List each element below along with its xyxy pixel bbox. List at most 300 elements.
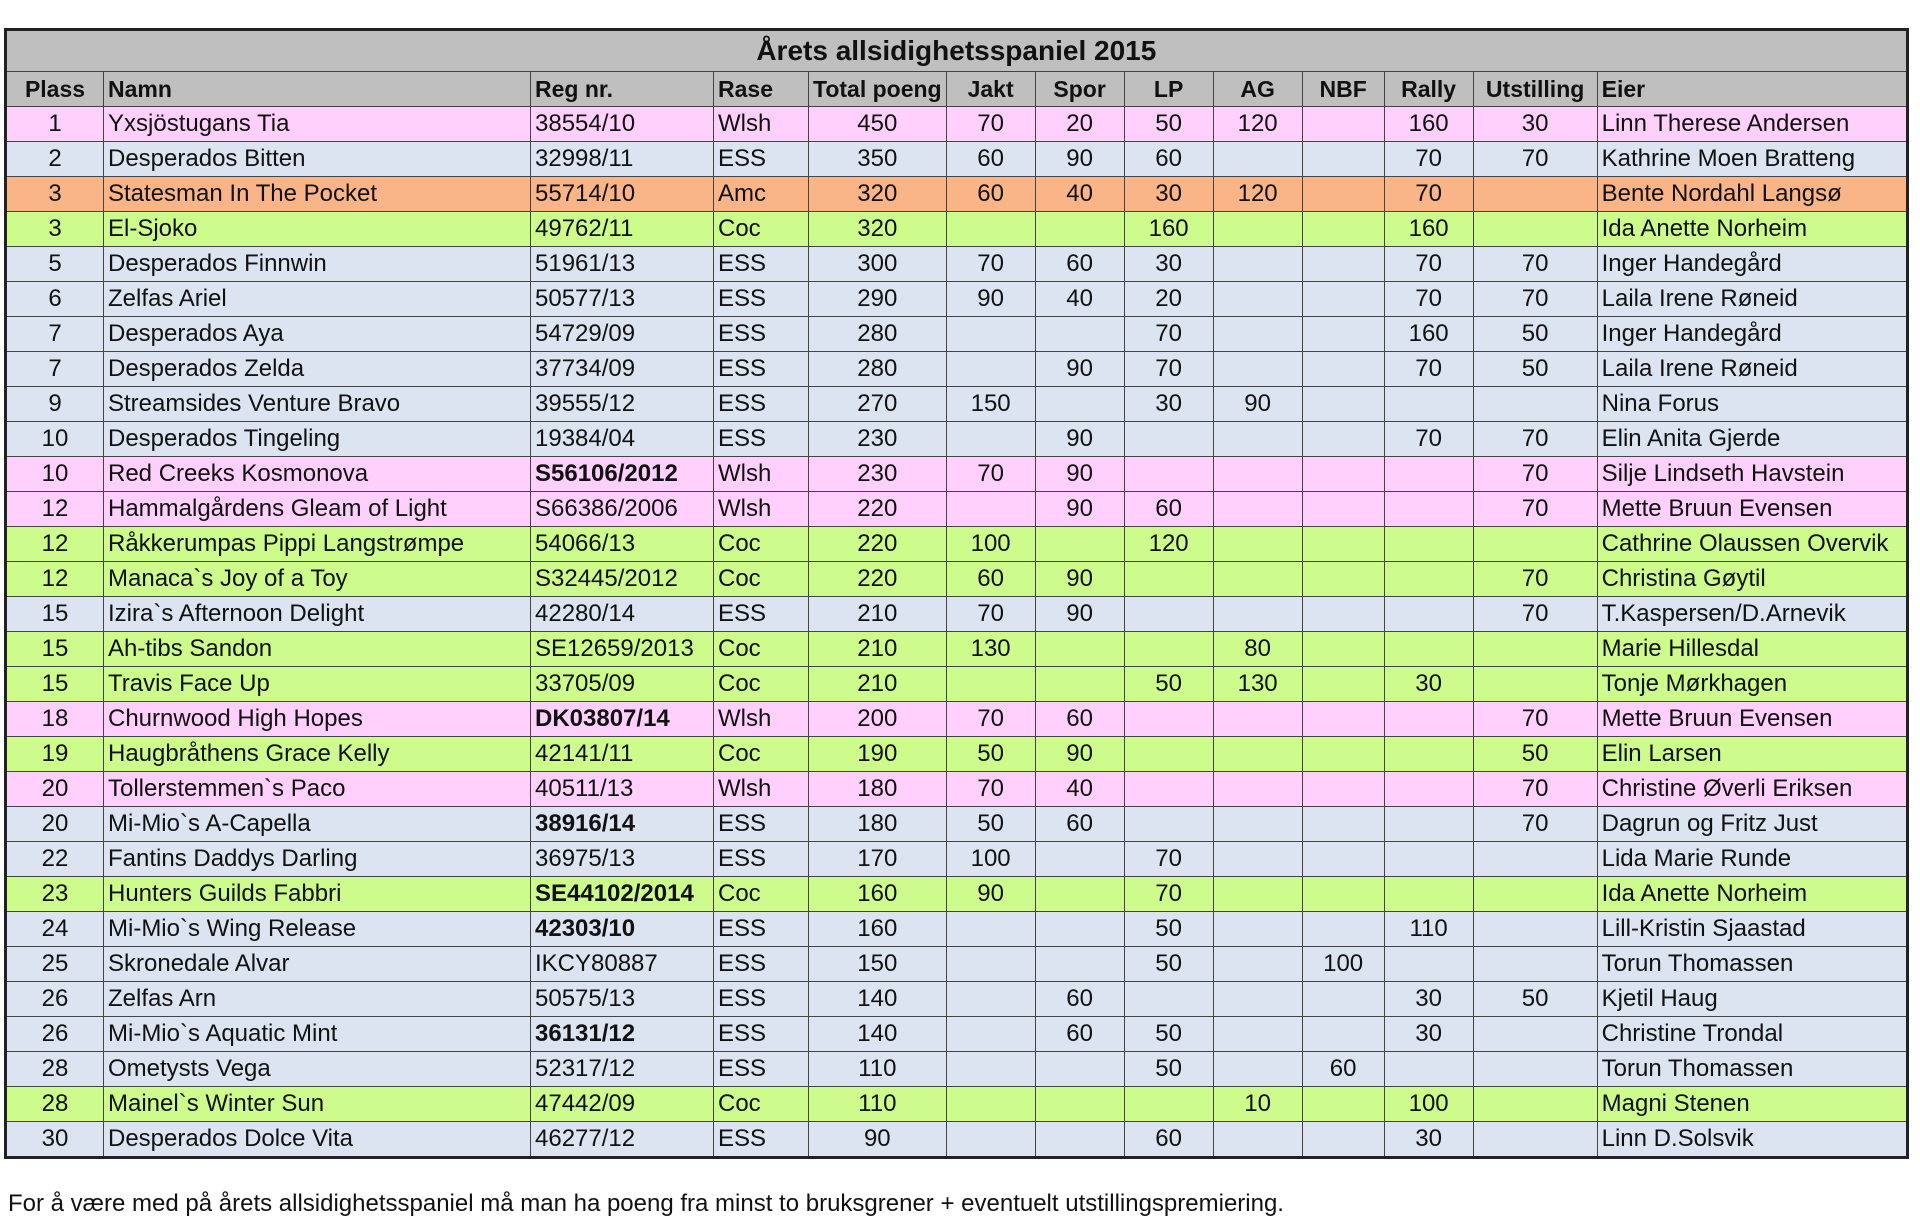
cell-rally: 110 [1384, 912, 1473, 947]
cell-plass: 26 [6, 982, 104, 1017]
cell-reg-nr: 39555/12 [531, 387, 714, 422]
cell-rase: Wlsh [714, 107, 809, 142]
cell-rally: 160 [1384, 317, 1473, 352]
header-plass: Plass [6, 72, 104, 107]
cell-utstilling: 70 [1473, 492, 1597, 527]
cell-lp: 30 [1124, 247, 1213, 282]
cell-ag [1213, 422, 1302, 457]
cell-rase: ESS [714, 842, 809, 877]
cell-jakt: 100 [946, 527, 1035, 562]
cell-ag: 90 [1213, 387, 1302, 422]
cell-reg-nr: 51961/13 [531, 247, 714, 282]
cell-nbf [1302, 737, 1384, 772]
cell-lp: 70 [1124, 352, 1213, 387]
cell-lp: 70 [1124, 317, 1213, 352]
header-eier: Eier [1597, 72, 1907, 107]
cell-ag [1213, 912, 1302, 947]
cell-reg-nr: 47442/09 [531, 1087, 714, 1122]
cell-total-poeng: 150 [809, 947, 947, 982]
cell-rally [1384, 702, 1473, 737]
cell-eier: Silje Lindseth Havstein [1597, 457, 1907, 492]
cell-ag [1213, 142, 1302, 177]
cell-eier: Elin Anita Gjerde [1597, 422, 1907, 457]
cell-plass: 30 [6, 1122, 104, 1158]
cell-total-poeng: 210 [809, 597, 947, 632]
cell-rase: Coc [714, 1087, 809, 1122]
cell-lp [1124, 1087, 1213, 1122]
cell-rase: Wlsh [714, 772, 809, 807]
cell-reg-nr: 42280/14 [531, 597, 714, 632]
cell-spor: 90 [1035, 492, 1124, 527]
cell-nbf [1302, 912, 1384, 947]
cell-total-poeng: 220 [809, 527, 947, 562]
cell-total-poeng: 280 [809, 317, 947, 352]
cell-namn: Manaca`s Joy of a Toy [104, 562, 531, 597]
cell-spor [1035, 912, 1124, 947]
cell-namn: El-Sjoko [104, 212, 531, 247]
cell-ag [1213, 492, 1302, 527]
cell-utstilling [1473, 947, 1597, 982]
cell-jakt [946, 947, 1035, 982]
cell-reg-nr: S56106/2012 [531, 457, 714, 492]
cell-ag [1213, 772, 1302, 807]
cell-plass: 28 [6, 1087, 104, 1122]
cell-namn: Red Creeks Kosmonova [104, 457, 531, 492]
cell-plass: 9 [6, 387, 104, 422]
cell-utstilling [1473, 632, 1597, 667]
cell-namn: Mi-Mio`s A-Capella [104, 807, 531, 842]
cell-ag [1213, 247, 1302, 282]
header-row [6, 72, 1908, 107]
cell-utstilling [1473, 877, 1597, 912]
cell-jakt: 150 [946, 387, 1035, 422]
cell-utstilling: 70 [1473, 247, 1597, 282]
cell-spor: 60 [1035, 982, 1124, 1017]
cell-ag [1213, 947, 1302, 982]
cell-namn: Desperados Bitten [104, 142, 531, 177]
cell-rally: 70 [1384, 247, 1473, 282]
cell-plass: 12 [6, 562, 104, 597]
cell-plass: 15 [6, 667, 104, 702]
cell-eier: Inger Handegård [1597, 247, 1907, 282]
cell-nbf [1302, 982, 1384, 1017]
cell-total-poeng: 320 [809, 212, 947, 247]
cell-plass: 23 [6, 877, 104, 912]
cell-utstilling [1473, 1052, 1597, 1087]
cell-utstilling [1473, 387, 1597, 422]
cell-reg-nr: 55714/10 [531, 177, 714, 212]
table-row [6, 737, 1908, 772]
cell-spor: 90 [1035, 142, 1124, 177]
cell-reg-nr: 38916/14 [531, 807, 714, 842]
cell-nbf [1302, 422, 1384, 457]
cell-ag: 10 [1213, 1087, 1302, 1122]
table-row [6, 877, 1908, 912]
cell-ag [1213, 212, 1302, 247]
header-spor: Spor [1035, 72, 1124, 107]
cell-plass: 26 [6, 1017, 104, 1052]
cell-reg-nr: DK03807/14 [531, 702, 714, 737]
cell-rase: ESS [714, 317, 809, 352]
cell-eier: Bente Nordahl Langsø [1597, 177, 1907, 212]
cell-plass: 10 [6, 457, 104, 492]
cell-namn: Fantins Daddys Darling [104, 842, 531, 877]
cell-utstilling: 50 [1473, 737, 1597, 772]
cell-rally: 30 [1384, 1122, 1473, 1158]
cell-total-poeng: 220 [809, 492, 947, 527]
cell-jakt: 70 [946, 457, 1035, 492]
cell-rase: ESS [714, 1122, 809, 1158]
table-row [6, 457, 1908, 492]
cell-total-poeng: 230 [809, 457, 947, 492]
cell-spor: 90 [1035, 422, 1124, 457]
cell-ag [1213, 317, 1302, 352]
table-row [6, 107, 1908, 142]
cell-reg-nr: 38554/10 [531, 107, 714, 142]
cell-namn: Tollerstemmen`s Paco [104, 772, 531, 807]
cell-rally: 70 [1384, 422, 1473, 457]
cell-jakt: 70 [946, 107, 1035, 142]
cell-total-poeng: 220 [809, 562, 947, 597]
cell-total-poeng: 200 [809, 702, 947, 737]
cell-rally [1384, 877, 1473, 912]
cell-reg-nr: 36975/13 [531, 842, 714, 877]
cell-nbf [1302, 842, 1384, 877]
cell-spor: 60 [1035, 807, 1124, 842]
cell-utstilling: 70 [1473, 457, 1597, 492]
table-row [6, 1087, 1908, 1122]
cell-reg-nr: 33705/09 [531, 667, 714, 702]
cell-rally [1384, 632, 1473, 667]
cell-utstilling [1473, 1087, 1597, 1122]
cell-rase: Coc [714, 877, 809, 912]
cell-total-poeng: 290 [809, 282, 947, 317]
cell-lp: 20 [1124, 282, 1213, 317]
cell-rase: ESS [714, 142, 809, 177]
cell-reg-nr: SE44102/2014 [531, 877, 714, 912]
cell-lp [1124, 597, 1213, 632]
cell-spor [1035, 1052, 1124, 1087]
cell-ag [1213, 527, 1302, 562]
cell-namn: Desperados Dolce Vita [104, 1122, 531, 1158]
cell-lp: 50 [1124, 667, 1213, 702]
cell-rally: 70 [1384, 352, 1473, 387]
cell-ag [1213, 737, 1302, 772]
cell-eier: Elin Larsen [1597, 737, 1907, 772]
cell-plass: 18 [6, 702, 104, 737]
cell-jakt: 50 [946, 807, 1035, 842]
cell-nbf [1302, 212, 1384, 247]
cell-nbf [1302, 527, 1384, 562]
cell-total-poeng: 270 [809, 387, 947, 422]
cell-reg-nr: 46277/12 [531, 1122, 714, 1158]
cell-total-poeng: 350 [809, 142, 947, 177]
cell-rase: ESS [714, 597, 809, 632]
cell-lp: 50 [1124, 1017, 1213, 1052]
cell-eier: Tonje Mørkhagen [1597, 667, 1907, 702]
cell-rally [1384, 772, 1473, 807]
cell-spor [1035, 387, 1124, 422]
table-row [6, 492, 1908, 527]
cell-utstilling [1473, 527, 1597, 562]
table-title: Årets allsidighetsspaniel 2015 [6, 30, 1908, 72]
cell-reg-nr: 54066/13 [531, 527, 714, 562]
cell-reg-nr: 42141/11 [531, 737, 714, 772]
header-rase: Rase [714, 72, 809, 107]
cell-rally: 70 [1384, 282, 1473, 317]
cell-spor: 20 [1035, 107, 1124, 142]
cell-total-poeng: 230 [809, 422, 947, 457]
cell-spor [1035, 527, 1124, 562]
cell-namn: Hammalgårdens Gleam of Light [104, 492, 531, 527]
cell-ag [1213, 597, 1302, 632]
cell-total-poeng: 320 [809, 177, 947, 212]
cell-namn: Yxsjöstugans Tia [104, 107, 531, 142]
cell-spor [1035, 632, 1124, 667]
cell-lp [1124, 457, 1213, 492]
cell-plass: 19 [6, 737, 104, 772]
cell-utstilling: 70 [1473, 597, 1597, 632]
cell-rase: ESS [714, 422, 809, 457]
cell-nbf [1302, 177, 1384, 212]
cell-eier: Mette Bruun Evensen [1597, 702, 1907, 737]
cell-rase: Amc [714, 177, 809, 212]
cell-rally [1384, 527, 1473, 562]
cell-eier: Mette Bruun Evensen [1597, 492, 1907, 527]
cell-utstilling: 70 [1473, 772, 1597, 807]
table-row [6, 597, 1908, 632]
cell-jakt [946, 422, 1035, 457]
cell-nbf [1302, 317, 1384, 352]
cell-ag [1213, 842, 1302, 877]
cell-namn: Råkkerumpas Pippi Langstrømpe [104, 527, 531, 562]
table-row [6, 912, 1908, 947]
cell-rally: 30 [1384, 982, 1473, 1017]
cell-nbf [1302, 387, 1384, 422]
cell-utstilling [1473, 842, 1597, 877]
cell-utstilling: 70 [1473, 282, 1597, 317]
cell-nbf: 60 [1302, 1052, 1384, 1087]
cell-namn: Haugbråthens Grace Kelly [104, 737, 531, 772]
header-namn: Namn [104, 72, 531, 107]
cell-ag [1213, 562, 1302, 597]
cell-eier: Laila Irene Røneid [1597, 282, 1907, 317]
cell-rally [1384, 1052, 1473, 1087]
cell-reg-nr: SE12659/2013 [531, 632, 714, 667]
cell-rase: ESS [714, 282, 809, 317]
table-row [6, 562, 1908, 597]
cell-namn: Zelfas Ariel [104, 282, 531, 317]
cell-rally: 70 [1384, 142, 1473, 177]
cell-nbf [1302, 1122, 1384, 1158]
cell-lp [1124, 737, 1213, 772]
cell-eier: Ida Anette Norheim [1597, 212, 1907, 247]
cell-plass: 25 [6, 947, 104, 982]
cell-spor: 90 [1035, 737, 1124, 772]
ranking-table [4, 28, 1909, 1159]
cell-total-poeng: 140 [809, 982, 947, 1017]
cell-reg-nr: 52317/12 [531, 1052, 714, 1087]
cell-rase: ESS [714, 912, 809, 947]
cell-eier: Christine Øverli Eriksen [1597, 772, 1907, 807]
cell-nbf [1302, 632, 1384, 667]
cell-rally [1384, 387, 1473, 422]
cell-ag: 130 [1213, 667, 1302, 702]
cell-nbf [1302, 492, 1384, 527]
cell-lp [1124, 982, 1213, 1017]
cell-eier: Lida Marie Runde [1597, 842, 1907, 877]
cell-utstilling: 70 [1473, 807, 1597, 842]
cell-lp [1124, 422, 1213, 457]
cell-rally [1384, 807, 1473, 842]
cell-eier: Torun Thomassen [1597, 1052, 1907, 1087]
cell-nbf [1302, 282, 1384, 317]
cell-eier: Torun Thomassen [1597, 947, 1907, 982]
cell-rase: ESS [714, 247, 809, 282]
cell-total-poeng: 300 [809, 247, 947, 282]
cell-lp: 60 [1124, 142, 1213, 177]
cell-utstilling: 50 [1473, 982, 1597, 1017]
cell-spor [1035, 842, 1124, 877]
table-row [6, 282, 1908, 317]
cell-plass: 2 [6, 142, 104, 177]
cell-nbf [1302, 1017, 1384, 1052]
cell-eier: Dagrun og Fritz Just [1597, 807, 1907, 842]
cell-nbf [1302, 562, 1384, 597]
cell-rally: 100 [1384, 1087, 1473, 1122]
cell-rally [1384, 492, 1473, 527]
cell-rase: Wlsh [714, 492, 809, 527]
cell-rase: ESS [714, 947, 809, 982]
cell-nbf [1302, 107, 1384, 142]
table-row [6, 212, 1908, 247]
cell-rase: Coc [714, 737, 809, 772]
cell-nbf [1302, 457, 1384, 492]
table-row [6, 142, 1908, 177]
footnote: For å være med på årets allsidighetsspaniel må man ha poeng fra minst to bruksgrener + eventuelt utstillingspremiering. [8, 1190, 1284, 1217]
cell-jakt: 70 [946, 247, 1035, 282]
cell-nbf [1302, 667, 1384, 702]
cell-jakt: 90 [946, 282, 1035, 317]
cell-lp: 30 [1124, 177, 1213, 212]
cell-jakt: 70 [946, 772, 1035, 807]
cell-jakt: 60 [946, 562, 1035, 597]
cell-lp [1124, 562, 1213, 597]
cell-jakt [946, 1122, 1035, 1158]
cell-ag [1213, 807, 1302, 842]
cell-namn: Ometysts Vega [104, 1052, 531, 1087]
table-row [6, 1052, 1908, 1087]
cell-total-poeng: 280 [809, 352, 947, 387]
header-ag: AG [1213, 72, 1302, 107]
cell-namn: Ah-tibs Sandon [104, 632, 531, 667]
header-total-poeng: Total poeng [809, 72, 947, 107]
cell-lp [1124, 772, 1213, 807]
cell-plass: 6 [6, 282, 104, 317]
cell-lp [1124, 632, 1213, 667]
cell-rally: 70 [1384, 177, 1473, 212]
cell-ag: 80 [1213, 632, 1302, 667]
cell-spor: 40 [1035, 177, 1124, 212]
cell-jakt [946, 492, 1035, 527]
cell-eier: Ida Anette Norheim [1597, 877, 1907, 912]
header-reg-nr: Reg nr. [531, 72, 714, 107]
cell-namn: Desperados Zelda [104, 352, 531, 387]
cell-rally [1384, 597, 1473, 632]
cell-total-poeng: 160 [809, 912, 947, 947]
cell-lp: 60 [1124, 492, 1213, 527]
cell-reg-nr: 54729/09 [531, 317, 714, 352]
cell-reg-nr: 32998/11 [531, 142, 714, 177]
cell-lp: 120 [1124, 527, 1213, 562]
cell-ag [1213, 1052, 1302, 1087]
cell-namn: Desperados Aya [104, 317, 531, 352]
cell-rally [1384, 457, 1473, 492]
table-row [6, 1122, 1908, 1158]
cell-plass: 12 [6, 527, 104, 562]
cell-ag [1213, 877, 1302, 912]
cell-jakt [946, 1017, 1035, 1052]
cell-namn: Streamsides Venture Bravo [104, 387, 531, 422]
cell-reg-nr: 50575/13 [531, 982, 714, 1017]
cell-namn: Zelfas Arn [104, 982, 531, 1017]
cell-reg-nr: IKCY80887 [531, 947, 714, 982]
spreadsheet [4, 28, 1909, 1159]
cell-plass: 12 [6, 492, 104, 527]
cell-rally [1384, 562, 1473, 597]
cell-spor [1035, 212, 1124, 247]
cell-jakt: 130 [946, 632, 1035, 667]
cell-nbf [1302, 702, 1384, 737]
header-nbf: NBF [1302, 72, 1384, 107]
cell-utstilling: 50 [1473, 317, 1597, 352]
cell-eier: Inger Handegård [1597, 317, 1907, 352]
table-row [6, 1017, 1908, 1052]
cell-jakt [946, 1052, 1035, 1087]
cell-utstilling [1473, 212, 1597, 247]
cell-rase: Coc [714, 632, 809, 667]
cell-lp: 50 [1124, 1052, 1213, 1087]
cell-nbf [1302, 142, 1384, 177]
cell-utstilling: 70 [1473, 142, 1597, 177]
header-jakt: Jakt [946, 72, 1035, 107]
cell-lp: 50 [1124, 947, 1213, 982]
cell-rase: ESS [714, 1017, 809, 1052]
cell-jakt [946, 352, 1035, 387]
cell-rally: 160 [1384, 107, 1473, 142]
table-row [6, 387, 1908, 422]
table-row [6, 807, 1908, 842]
cell-eier: Christine Trondal [1597, 1017, 1907, 1052]
cell-jakt [946, 212, 1035, 247]
cell-eier: T.Kaspersen/D.Arnevik [1597, 597, 1907, 632]
cell-namn: Travis Face Up [104, 667, 531, 702]
cell-reg-nr: S32445/2012 [531, 562, 714, 597]
cell-nbf [1302, 1087, 1384, 1122]
cell-eier: Kjetil Haug [1597, 982, 1907, 1017]
cell-reg-nr: 37734/09 [531, 352, 714, 387]
cell-nbf: 100 [1302, 947, 1384, 982]
cell-eier: Marie Hillesdal [1597, 632, 1907, 667]
cell-plass: 7 [6, 317, 104, 352]
cell-jakt [946, 982, 1035, 1017]
cell-rally: 30 [1384, 667, 1473, 702]
cell-ag [1213, 1017, 1302, 1052]
cell-plass: 20 [6, 772, 104, 807]
cell-eier: Cathrine Olaussen Overvik [1597, 527, 1907, 562]
cell-rally [1384, 947, 1473, 982]
cell-ag [1213, 982, 1302, 1017]
